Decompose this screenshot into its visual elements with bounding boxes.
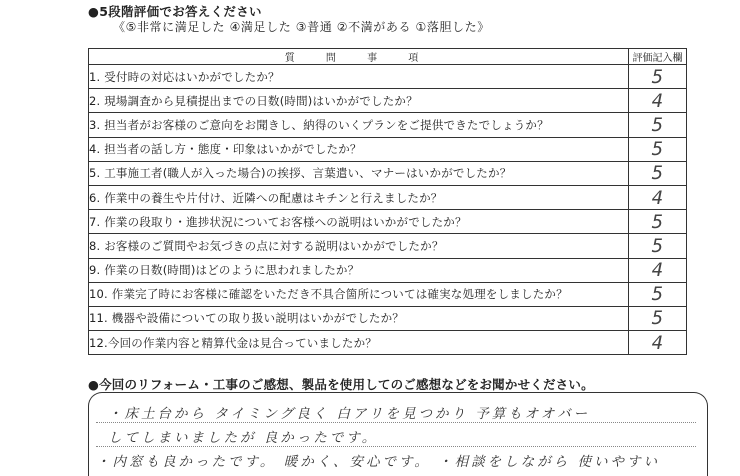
question-text: 10. 作業完了時にお客様に確認をいただき不具合箇所については確実な処理をしましたか？ [89, 282, 629, 306]
ruled-line [96, 422, 696, 423]
score-value: 5 [629, 137, 687, 161]
ruled-line [96, 446, 696, 447]
question-text: 1. 受付時の対応はいかがでしたか？ [89, 65, 629, 89]
handwritten-comment: ・床土台から タイミング良く 白アリを見つかり 予算もオオバー [108, 406, 591, 422]
question-text: 5. 工事施工者(職人が入った場合)の挨拶、言葉遣い、マナーはいかがでしたか？ [89, 161, 629, 185]
table-header-row [89, 49, 687, 65]
survey-table [88, 48, 687, 355]
table-row [89, 210, 687, 234]
comments-heading: ●今回のリフォーム・工事のご感想、製品を使用してのご感想などをお聞かせください。 [88, 377, 594, 392]
table-row [89, 306, 687, 330]
question-text: 12.今回の作業内容と精算代金は見合っていましたか？ [89, 331, 629, 355]
question-column-header: 質 問 事 項 [89, 49, 629, 65]
score-value: 4 [629, 258, 687, 282]
handwritten-comment: ・内窓も良かったです。 暖かく、安心です。 ・相談をしながら 使いやすい [96, 454, 660, 470]
handwritten-comment: してしまいましたが 良かったです。 [108, 430, 379, 446]
score-column-header: 評価記入欄 [629, 49, 687, 65]
table-row [89, 282, 687, 306]
score-value: 4 [629, 331, 687, 355]
table-row [89, 234, 687, 258]
table-row [89, 137, 687, 161]
score-value: 5 [629, 210, 687, 234]
question-text: 11. 機器や設備についての取り扱い説明はいかがでしたか？ [89, 306, 629, 330]
score-value: 5 [629, 306, 687, 330]
table-row [89, 331, 687, 355]
table-row [89, 161, 687, 185]
score-value: 5 [629, 161, 687, 185]
table-row [89, 65, 687, 89]
question-text: 4. 担当者の話し方・態度・印象はいかがでしたか？ [89, 137, 629, 161]
score-value: 5 [629, 65, 687, 89]
question-text: 9. 作業の日数(時間)はどのように思われましたか？ [89, 258, 629, 282]
rating-scale: 《⑤非常に満足した ④満足した ③普通 ②不満がある ①落胆した》 [113, 20, 490, 34]
rating-instruction: ●5段階評価でお答えください [88, 4, 262, 19]
table-row [89, 113, 687, 137]
table-row [89, 185, 687, 209]
table-row [89, 89, 687, 113]
score-value: 4 [629, 89, 687, 113]
score-value: 5 [629, 113, 687, 137]
question-text: 6. 作業中の養生や片付け、近隣への配慮はキチンと行えましたか？ [89, 185, 629, 209]
question-text: 2. 現場調査から見積提出までの日数(時間)はいかがでしたか？ [89, 89, 629, 113]
table-row [89, 258, 687, 282]
question-text: 3. 担当者がお客様のご意向をお聞きし、納得のいくプランをご提供できたでしょうか？ [89, 113, 629, 137]
question-text: 8. お客様のご質問やお気づきの点に対する説明はいかがでしたか？ [89, 234, 629, 258]
score-value: 5 [629, 282, 687, 306]
question-text: 7. 作業の段取り・進捗状況についてお客様への説明はいかがでしたか？ [89, 210, 629, 234]
score-value: 5 [629, 234, 687, 258]
score-value: 4 [629, 185, 687, 209]
